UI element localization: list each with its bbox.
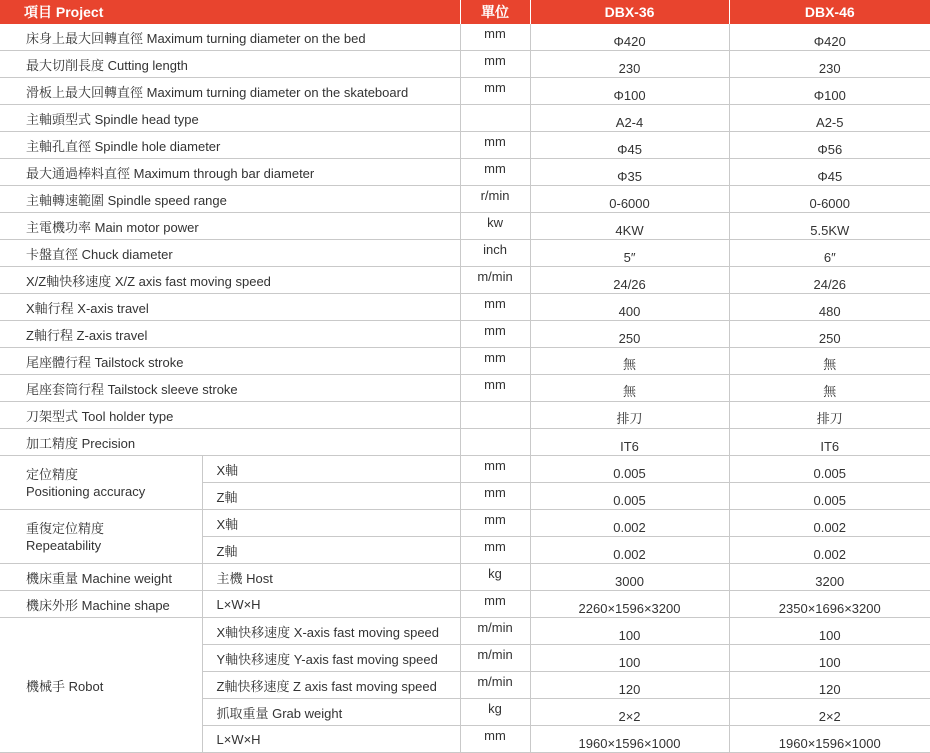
row-label: 尾座體行程 Tailstock stroke [0,348,460,375]
row-unit: m/min [460,267,530,294]
robot-label: 機械手 Robot [0,618,202,753]
row-sub-label: X軸 [202,456,460,483]
value-dbx46: Φ420 [729,24,930,51]
value-dbx36: IT6 [530,429,729,456]
value-dbx46: 排刀 [729,402,930,429]
positioning-label-en: Positioning accuracy [26,483,146,499]
row-label: X/Z軸快移速度 X/Z axis fast moving speed [0,267,460,294]
table-row [0,132,930,159]
row-sub-label: 主機 Host [202,564,460,591]
row-label: Z軸行程 Z-axis travel [0,321,460,348]
row-sub-label: 抓取重量 Grab weight [202,699,460,726]
value-dbx36: 無 [530,375,729,402]
value-dbx46: 230 [729,51,930,78]
table-row [0,456,930,483]
value-dbx36: Φ35 [530,159,729,186]
row-label: 機床外形 Machine shape [0,591,202,618]
value-dbx46: 0-6000 [729,186,930,213]
table-row [0,213,930,240]
repeatability-label [0,510,202,564]
row-unit: mm [460,132,530,159]
row-label: 卡盤直徑 Chuck diameter [0,240,460,267]
value-dbx46: Φ45 [729,159,930,186]
row-sub-label: L×W×H [202,726,460,753]
row-unit [460,105,530,132]
row-label: X軸行程 X-axis travel [0,294,460,321]
row-label: 刀架型式 Tool holder type [0,402,460,429]
row-unit [460,429,530,456]
value-dbx46: A2-5 [729,105,930,132]
value-dbx36: 0.002 [530,510,729,537]
value-dbx46: 2×2 [729,699,930,726]
table-row [0,564,930,591]
table-row [0,429,930,456]
repeatability-label-cn: 重復定位精度 [26,520,105,536]
value-dbx36: 0.002 [530,537,729,564]
value-dbx46: 1960×1596×1000 [729,726,930,753]
value-dbx36: 250 [530,321,729,348]
row-unit: mm [460,348,530,375]
value-dbx36: Φ100 [530,78,729,105]
value-dbx46: 無 [729,375,930,402]
value-dbx46: 6″ [729,240,930,267]
row-sub-label: L×W×H [202,591,460,618]
value-dbx36: 3000 [530,564,729,591]
value-dbx46: 250 [729,321,930,348]
row-sub-label: X軸快移速度 X-axis fast moving speed [202,618,460,645]
value-dbx46: 0.002 [729,537,930,564]
row-label: 主軸轉速範圍 Spindle speed range [0,186,460,213]
value-dbx46: 無 [729,348,930,375]
table-row [0,510,930,537]
row-label: 加工精度 Precision [0,429,460,456]
row-unit: mm [460,456,530,483]
value-dbx36: 120 [530,672,729,699]
row-unit: mm [460,483,530,510]
value-dbx46: 120 [729,672,930,699]
row-unit: mm [460,159,530,186]
row-unit: mm [460,726,530,753]
positioning-label [0,456,202,510]
row-label: 最大通過棒料直徑 Maximum through bar diameter [0,159,460,186]
value-dbx46: 5.5KW [729,213,930,240]
row-label: 床身上最大回轉直徑 Maximum turning diameter on the bed [0,24,460,51]
row-unit: mm [460,24,530,51]
value-dbx36: Φ420 [530,24,729,51]
row-unit: mm [460,321,530,348]
table-row [0,348,930,375]
row-unit: mm [460,510,530,537]
value-dbx36: 0.005 [530,483,729,510]
table-row [0,51,930,78]
value-dbx36: 4KW [530,213,729,240]
value-dbx36: 100 [530,618,729,645]
row-sub-label: Z軸 [202,537,460,564]
value-dbx36: 2×2 [530,699,729,726]
row-unit: mm [460,78,530,105]
row-sub-label: Z軸快移速度 Z axis fast moving speed [202,672,460,699]
value-dbx46: 3200 [729,564,930,591]
table-row [0,24,930,51]
row-unit: mm [460,51,530,78]
row-unit: kw [460,213,530,240]
value-dbx46: 0.005 [729,483,930,510]
value-dbx46: 100 [729,645,930,672]
row-unit: mm [460,294,530,321]
value-dbx36: 100 [530,645,729,672]
row-unit: inch [460,240,530,267]
table-row [0,402,930,429]
row-sub-label: X軸 [202,510,460,537]
header-model-a: DBX-36 [530,0,729,24]
value-dbx36: 2260×1596×3200 [530,591,729,618]
row-label: 尾座套筒行程 Tailstock sleeve stroke [0,375,460,402]
row-unit: r/min [460,186,530,213]
table-row [0,186,930,213]
table-row [0,591,930,618]
row-unit: m/min [460,618,530,645]
row-unit: mm [460,537,530,564]
table-row [0,267,930,294]
value-dbx46: Φ56 [729,132,930,159]
row-unit [460,402,530,429]
header-model-b: DBX-46 [729,0,930,24]
row-sub-label: Y軸快移速度 Y-axis fast moving speed [202,645,460,672]
table-row [0,618,930,645]
row-sub-label: Z軸 [202,483,460,510]
value-dbx36: 無 [530,348,729,375]
value-dbx46: Φ100 [729,78,930,105]
table-row [0,240,930,267]
value-dbx36: 1960×1596×1000 [530,726,729,753]
table-row [0,294,930,321]
row-unit: mm [460,375,530,402]
header-unit: 單位 [460,0,530,24]
row-unit: mm [460,591,530,618]
value-dbx46: 480 [729,294,930,321]
positioning-label-cn: 定位精度 [26,466,79,482]
value-dbx36: Φ45 [530,132,729,159]
value-dbx36: 0.005 [530,456,729,483]
header-row [0,0,930,24]
value-dbx46: IT6 [729,429,930,456]
row-unit: m/min [460,645,530,672]
row-label: 主軸頭型式 Spindle head type [0,105,460,132]
row-label: 機床重量 Machine weight [0,564,202,591]
row-label: 主軸孔直徑 Spindle hole diameter [0,132,460,159]
row-unit: kg [460,699,530,726]
value-dbx36: 24/26 [530,267,729,294]
value-dbx46: 2350×1696×3200 [729,591,930,618]
table-row [0,321,930,348]
table-row [0,159,930,186]
table-row [0,105,930,132]
table-row [0,375,930,402]
table-row [0,78,930,105]
row-label: 最大切削長度 Cutting length [0,51,460,78]
value-dbx36: A2-4 [530,105,729,132]
value-dbx46: 24/26 [729,267,930,294]
repeatability-label-en: Repeatability [26,537,102,553]
row-unit: kg [460,564,530,591]
value-dbx36: 排刀 [530,402,729,429]
value-dbx46: 0.005 [729,456,930,483]
row-label: 主電機功率 Main motor power [0,213,460,240]
value-dbx46: 100 [729,618,930,645]
value-dbx46: 0.002 [729,510,930,537]
value-dbx36: 400 [530,294,729,321]
row-unit: m/min [460,672,530,699]
value-dbx36: 5″ [530,240,729,267]
value-dbx36: 230 [530,51,729,78]
header-project: 項目 Project [0,0,460,24]
row-label: 滑板上最大回轉直徑 Maximum turning diameter on the skateboard [0,78,460,105]
value-dbx36: 0-6000 [530,186,729,213]
